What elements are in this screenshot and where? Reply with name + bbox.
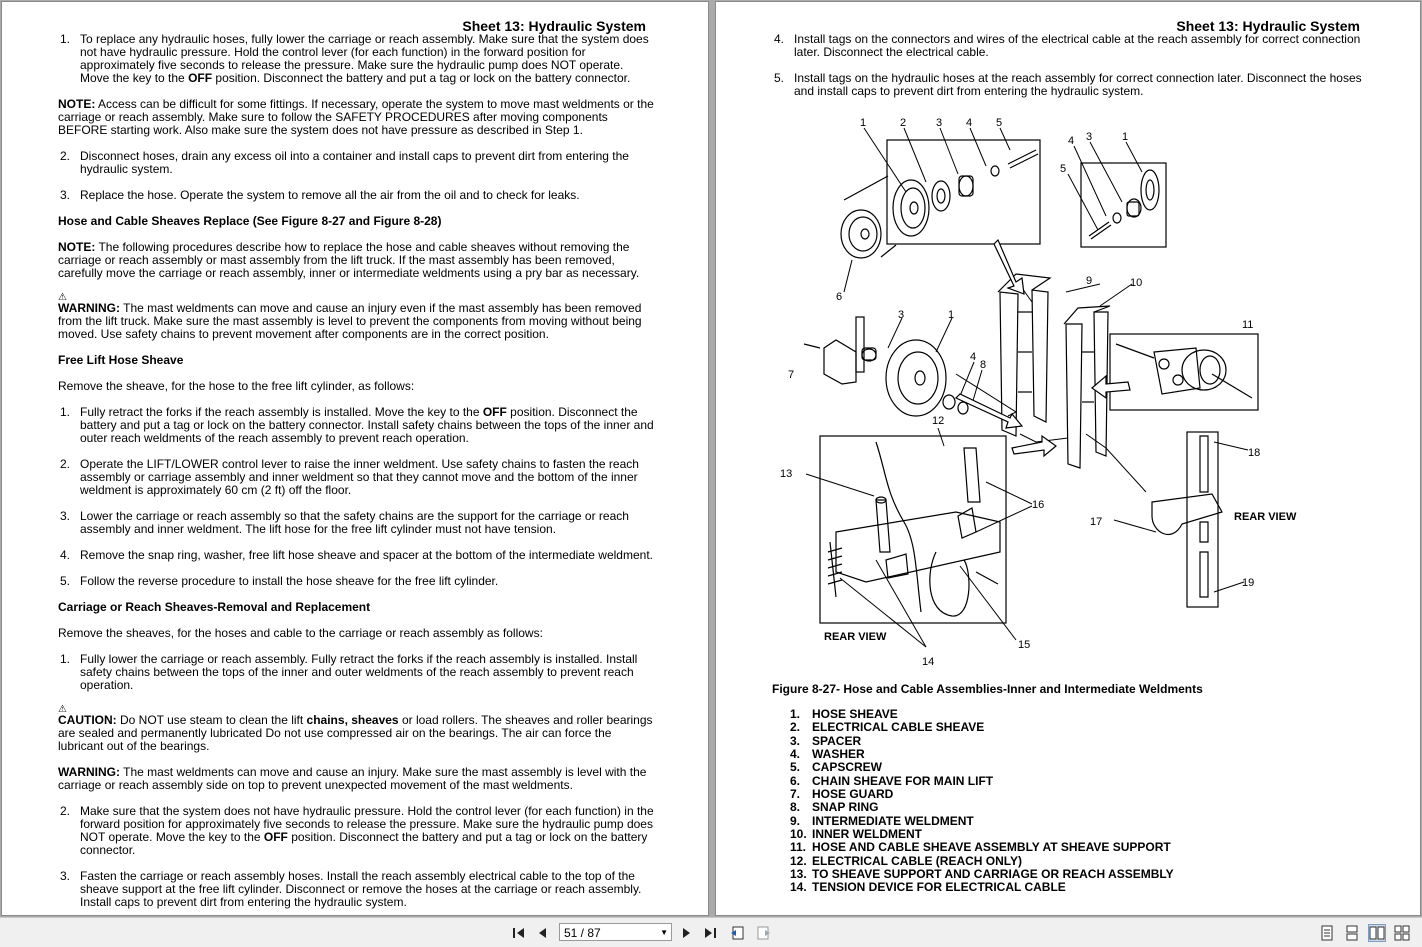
intro-carriage: Remove the sheaves, for the hoses and cable to the carriage or reach assembly as follows:: [58, 626, 543, 640]
right-page-content: [772, 33, 1367, 111]
chain-sheave-drawing: [841, 176, 896, 258]
section-heading-carriage: Carriage or Reach Sheaves-Removal and Replacement: [58, 600, 371, 614]
left-page-content: [58, 33, 654, 915]
legend-item: 11. HOSE AND CABLE SHEAVE ASSEMBLY AT SHEAVE SUPPORT: [790, 840, 1171, 855]
callout-4b: 4: [1068, 135, 1075, 147]
assembly-arrows: [956, 240, 1130, 456]
electrical-sheave-drawing: [1089, 170, 1159, 239]
section-heading-free-lift: Free Lift Hose Sheave: [58, 353, 184, 367]
callout-16: 16: [1032, 499, 1045, 511]
step-1: 1. To replace any hydraulic hoses, fully lower the carriage or reach assembly. Make sure that the system does not have hydraulic pressure. Hold the control lever (for each function) in the forward position for approximately five seconds to release the pressure. Make sure the hydraulic pump does NOT operate. Move the key to the OFF position. Disconnect the battery and put a tag or lock on the battery connector.: [60, 32, 649, 85]
page-number-input[interactable]: 51 / 87 ▼: [559, 923, 672, 941]
sheet-title: Sheet 13: Hydraulic System: [462, 18, 646, 34]
free-lift-step-3: 3. Lower the carriage or reach assembly so that the safety chains are the support for the carriage or reach assembly and inner weldment. The lift hose for the free lift cylinder must not have tension.: [60, 509, 629, 536]
continuous-facing-icon[interactable]: [1393, 924, 1411, 942]
warning-mast: ⚠ WARNING: The mast weldments can move and cause an injury even if the mast assembly has been removed from the lift truck. Make sure the mast assembly is level to prevent the components from moving without being moved. Use safety chains to prevent movement after components are in the correct position.: [58, 293, 654, 341]
callout-12: 12: [932, 415, 945, 427]
next-page-icon[interactable]: [677, 924, 695, 942]
caution-steam: ⚠ CAUTION: Do NOT use steam to clean the lift chains, sheaves or load rollers. The sheaves and roller bearings are sealed and permanently lubricated Do not use compressed air on the bearings. The air can force the lubricant out of the bearings.: [58, 704, 653, 753]
warning-level: WARNING: The mast weldments can move and cause an injury. Make sure the mast assembly is level with the carriage or reach assembly side on top to prevent unexpected movement of the mast weldments.: [58, 765, 647, 792]
callout-2: 2: [900, 117, 907, 129]
callout-13: 13: [780, 468, 793, 480]
legend-item: 4. WASHER: [790, 747, 865, 762]
callout-labels: [780, 117, 1297, 667]
facing-icon[interactable]: [1368, 924, 1386, 942]
legend-item: 14. TENSION DEVICE FOR ELECTRICAL CABLE: [790, 880, 1066, 895]
legend-item: 10. INNER WELDMENT: [790, 827, 922, 842]
rear-view-label: REAR VIEW: [824, 631, 887, 643]
callout-6: 6: [836, 291, 843, 303]
leader-lines: [806, 128, 1248, 647]
free-lift-sheave-drawing: [804, 317, 968, 416]
forward-view-icon[interactable]: [754, 924, 772, 942]
legend-item: 7. HOSE GUARD: [790, 787, 894, 802]
callout-3c: 3: [898, 309, 905, 321]
caution-icon: ⚠: [58, 704, 67, 715]
legend-item: 3. SPACER: [790, 733, 862, 748]
legend-item: 12. ELECTRICAL CABLE (REACH ONLY): [790, 853, 1023, 868]
callout-3: 3: [936, 117, 943, 129]
step-4: 4. Install tags on the connectors and wires of the electrical cable at the reach assembly for correct connection later. Disconnect the electrical cable.: [774, 32, 1361, 59]
legend-item: 8. SNAP RING: [790, 800, 879, 815]
note-access: NOTE: Access can be difficult for some fittings. If necessary, operate the system to move mast weldments or the carriage or reach assembly. Make sure to follow the SAFETY PROCEDURES after moving components BEFORE starting work. Also make sure the system does not have pressure as described in Step 1.: [58, 97, 654, 137]
continuous-icon[interactable]: [1343, 924, 1361, 942]
figure-caption: Figure 8-27- Hose and Cable Assemblies-Inner and Intermediate Weldments: [772, 682, 1203, 696]
hose-cable-assembly-figure: [776, 112, 1376, 667]
callout-11: 11: [1242, 319, 1254, 331]
step-2: 2. Disconnect hoses, drain any excess oil into a container and install caps to prevent dirt from entering the hydraulic system.: [60, 149, 629, 176]
callout-7: 7: [788, 369, 795, 381]
callout-3b: 3: [1086, 131, 1093, 143]
legend-item: 13. TO SHEAVE SUPPORT AND CARRIAGE OR REACH ASSEMBLY: [790, 867, 1174, 882]
step-3: 3. Replace the hose. Operate the system to remove all the air from the oil and to check for leaks.: [60, 188, 580, 202]
free-lift-step-1: 1. Fully retract the forks if the reach assembly is installed. Move the key to the OFF position. Disconnect the battery and put a tag or lock on the battery connector. Install safety chains between the tops of the inner and outer reach weldments of the reach assembly to prevent reach operation.: [60, 405, 654, 445]
callout-8: 8: [980, 359, 987, 371]
right-page: [716, 2, 1420, 915]
sheet-title: Sheet 13: Hydraulic System: [1176, 18, 1360, 34]
callout-19: 19: [1242, 577, 1255, 589]
callout-15: 15: [1018, 639, 1031, 651]
single-page-icon[interactable]: [1318, 924, 1336, 942]
warning-icon: ⚠: [58, 292, 67, 303]
callout-17: 17: [1090, 516, 1103, 528]
callout-10: 10: [1130, 277, 1143, 289]
free-lift-step-4: 4. Remove the snap ring, washer, free lift hose sheave and spacer at the bottom of the intermediate weldment.: [60, 548, 653, 562]
callout-4: 4: [966, 117, 973, 129]
callout-1: 1: [860, 117, 867, 129]
figure-legend: [790, 708, 1174, 895]
legend-item: 9. INTERMEDIATE WELDMENT: [790, 813, 974, 828]
callout-1b: 1: [1122, 131, 1129, 143]
intermediate-weldment-drawing: [998, 274, 1050, 436]
section-heading-sheaves: Hose and Cable Sheaves Replace (See Figure 8-27 and Figure 8-28): [58, 214, 442, 228]
carriage-step-2: 2. Make sure that the system does not have hydraulic pressure. Hold the control lever (for each function) in the forward position for approximately five seconds to release the pressure. Make sure the hydraulic pump does NOT operate. Move the key to the OFF position. Disconnect the battery and put a tag or lock on the battery connector.: [60, 804, 654, 857]
legend-item: 5. CAPSCREW: [790, 760, 883, 775]
intro-free-lift: Remove the sheave, for the hose to the free lift cylinder, as follows:: [58, 379, 415, 393]
carriage-step-3: 3. Fasten the carriage or reach assembly hoses. Install the reach assembly electrical cable to the top of the sheave support at the free lift cylinder. Disconnect or remove the hoses at the carriage or reach assembly. Install caps to prevent dirt from entering the hydraulic system.: [60, 869, 642, 909]
free-lift-step-5: 5. Follow the reverse procedure to install the hose sheave for the free lift cylinder.: [60, 574, 499, 588]
last-page-icon[interactable]: [701, 924, 719, 942]
callout-5b: 5: [1060, 163, 1067, 175]
back-view-icon[interactable]: [729, 924, 747, 942]
free-lift-step-2: 2. Operate the LIFT/LOWER control lever to raise the inner weldment. Use safety chains to fasten the reach assembly or carriage assembly and inner weldment so that they cannot move and the bottom of the inner weldment is approximately 60 cm (2 ft) off the floor.: [60, 457, 639, 497]
viewer-toolbar: [0, 917, 1422, 947]
note-procedures: NOTE: The following procedures describe how to replace the hose and cable sheaves without removing the carriage or reach assembly or mast assembly from the lift truck. If the mast assembly has been removed, carefully move the carriage or reach assembly, inner or intermediate weldments using a pry bar as necessary.: [58, 240, 640, 280]
rear-view-label-right: REAR VIEW: [1234, 511, 1297, 523]
legend-item: 1. HOSE SHEAVE: [790, 707, 898, 721]
step-5: 5. Install tags on the hydraulic hoses at the reach assembly for correct connection later. Disconnect the hoses and install caps to prevent dirt from entering the hydraulic system.: [774, 71, 1362, 98]
chevron-down-icon: ▼: [660, 928, 668, 937]
callout-9: 9: [1086, 275, 1093, 287]
callout-18: 18: [1248, 447, 1261, 459]
sheave-support-drawing: [1116, 344, 1252, 398]
first-page-icon[interactable]: [510, 924, 528, 942]
callout-4c: 4: [970, 351, 977, 363]
callout-5: 5: [996, 117, 1003, 129]
carriage-step-1: 1. Fully lower the carriage or reach assembly. Fully retract the forks if the reach assembly is installed. Install safety chains between the tops of the inner and outer weldments of the reach assembly to prevent reach operation.: [60, 652, 638, 692]
hose-sheave-drawing: [893, 150, 1038, 236]
prev-page-icon[interactable]: [534, 924, 552, 942]
legend-item: 6. CHAIN SHEAVE FOR MAIN LIFT: [790, 773, 994, 788]
rear-view-lower-drawing: [828, 442, 1000, 616]
callout-14: 14: [922, 656, 935, 667]
callout-1c: 1: [948, 309, 955, 321]
legend-item: 2. ELECTRICAL CABLE SHEAVE: [790, 720, 985, 735]
left-page: [2, 2, 708, 915]
